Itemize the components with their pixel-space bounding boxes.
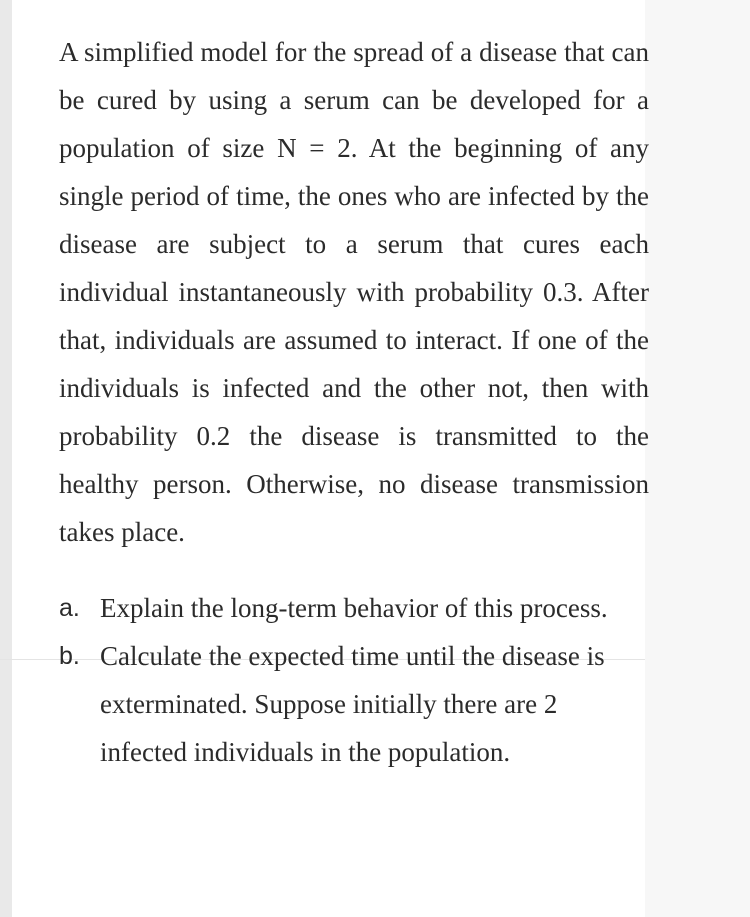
question-list — [59, 584, 634, 776]
problem-content — [59, 28, 649, 776]
question-a — [59, 584, 634, 632]
problem-paragraph: A simplified model for the spread of a disease that can be cured by using a serum can be developed for a population of size N = 2. At the beginning of any single period of time, the ones who are infected by the disease are subject to a serum that cures each individual instantaneously with probability 0.3. After that, individuals are assumed to interact. If one of the individuals is infected and the other not, then with probability 0.2 the disease is transmitted to the healthy person. Otherwise, no disease transmission takes place. — [59, 37, 649, 547]
question-a-text: Explain the long-term behavior of this process. — [100, 593, 608, 623]
question-b-marker: b. — [59, 642, 80, 670]
left-rail — [0, 0, 12, 917]
right-gutter — [645, 0, 750, 917]
question-a-marker: a. — [59, 594, 80, 622]
question-b-text: Calculate the expected time until the disease is exterminated. Suppose initially there are 2 infected individuals in the population. — [100, 641, 605, 767]
question-b — [59, 632, 634, 776]
